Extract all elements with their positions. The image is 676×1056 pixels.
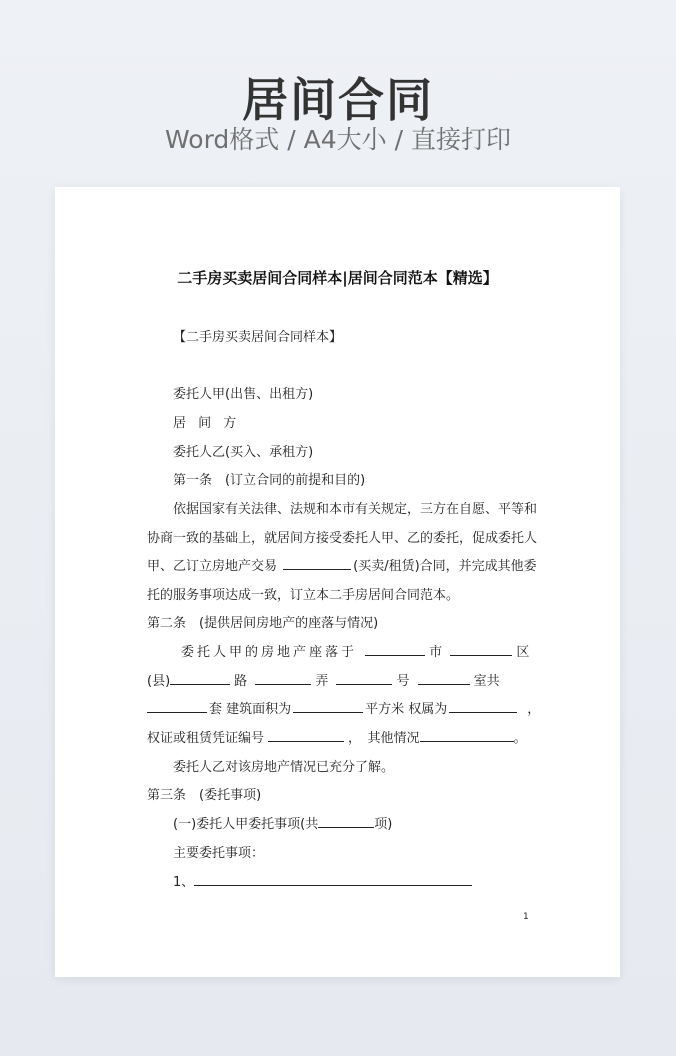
blank-underline [293, 700, 363, 713]
text-segment: 套 建筑面积为 [209, 702, 292, 717]
intermediary-line: 居 间 方 [173, 416, 241, 431]
blank-underline [255, 672, 311, 685]
text-segment: 路 [234, 674, 248, 689]
text-segment: 区 [516, 645, 530, 660]
document-page [55, 187, 620, 977]
article-2-line [147, 698, 540, 717]
blank-underline [418, 672, 470, 685]
article-1-para-line: 依据国家有关法律、法规和本市有关规定，三方在自愿、平等和 [173, 502, 538, 517]
article-1-para-line [147, 555, 537, 574]
blank-underline [170, 672, 230, 685]
article-3-line: 主要委托事项： [173, 846, 265, 861]
blank-underline [449, 700, 517, 713]
article-1-para-line: 协商一致的基础上，就居间方接受委托人甲、乙的委托，促成委托人 [147, 531, 538, 546]
article-1-para-line: 托的服务事项达成一致，订立本二手房居间合同范本。 [147, 588, 460, 603]
text-segment: 室共 [473, 674, 500, 689]
text-segment: ， [527, 702, 541, 717]
page-subtitle: Word格式 / A4大小 / 直接打印 [165, 125, 511, 154]
blank-underline [194, 873, 472, 886]
article-3-line [173, 871, 472, 890]
party-a-line: 委托人甲(出售、出租方) [173, 387, 314, 402]
text-segment: 号 [396, 674, 410, 689]
blank-underline [147, 700, 207, 713]
blank-underline [420, 729, 514, 742]
blank-underline [283, 557, 351, 570]
article-2-line [181, 641, 529, 660]
article-2-line [147, 727, 527, 746]
blank-underline [318, 815, 374, 828]
text-segment: 委托人甲的房地产座落于 [181, 645, 358, 660]
blank-underline [365, 643, 425, 656]
article-3-line [173, 813, 392, 832]
document-title: 二手房买卖居间合同样本|居间合同范本【精选】 [177, 269, 498, 287]
text-segment: 。 [513, 731, 527, 746]
blank-underline [336, 672, 392, 685]
page-number: 1 [523, 912, 529, 922]
text-segment: (一)委托人甲委托事项(共 [173, 817, 319, 832]
text-segment: (买卖/租赁)合同，并完成其他委 [353, 559, 537, 574]
article-3-title: 第三条 (委托事项) [147, 788, 262, 803]
text-segment: 项) [374, 817, 393, 832]
text-segment: ， 其他情况 [348, 731, 420, 746]
blank-underline [268, 729, 344, 742]
text-segment: 权证或租赁凭证编号 [147, 731, 265, 746]
text-segment: 市 [429, 645, 443, 660]
text-segment: 弄 [315, 674, 329, 689]
text-segment: 平方米 权属为 [365, 702, 448, 717]
text-segment: 甲、乙订立房地产交易 [147, 559, 278, 574]
article-2-line: 委托人乙对该房地产情况已充分了解。 [173, 760, 395, 775]
page-title: 居间合同 [242, 73, 434, 127]
article-1-title: 第一条 (订立合同的前提和目的) [173, 473, 366, 488]
blank-underline [450, 643, 512, 656]
text-segment: 1、 [173, 875, 195, 890]
article-2-line [147, 670, 500, 689]
section-heading: 【二手房买卖居间合同样本】 [173, 330, 343, 345]
party-b-line: 委托人乙(买入、承租方) [173, 445, 314, 460]
article-2-title: 第二条 (提供居间房地产的座落与情况) [147, 616, 379, 631]
text-segment: (县) [147, 674, 171, 689]
